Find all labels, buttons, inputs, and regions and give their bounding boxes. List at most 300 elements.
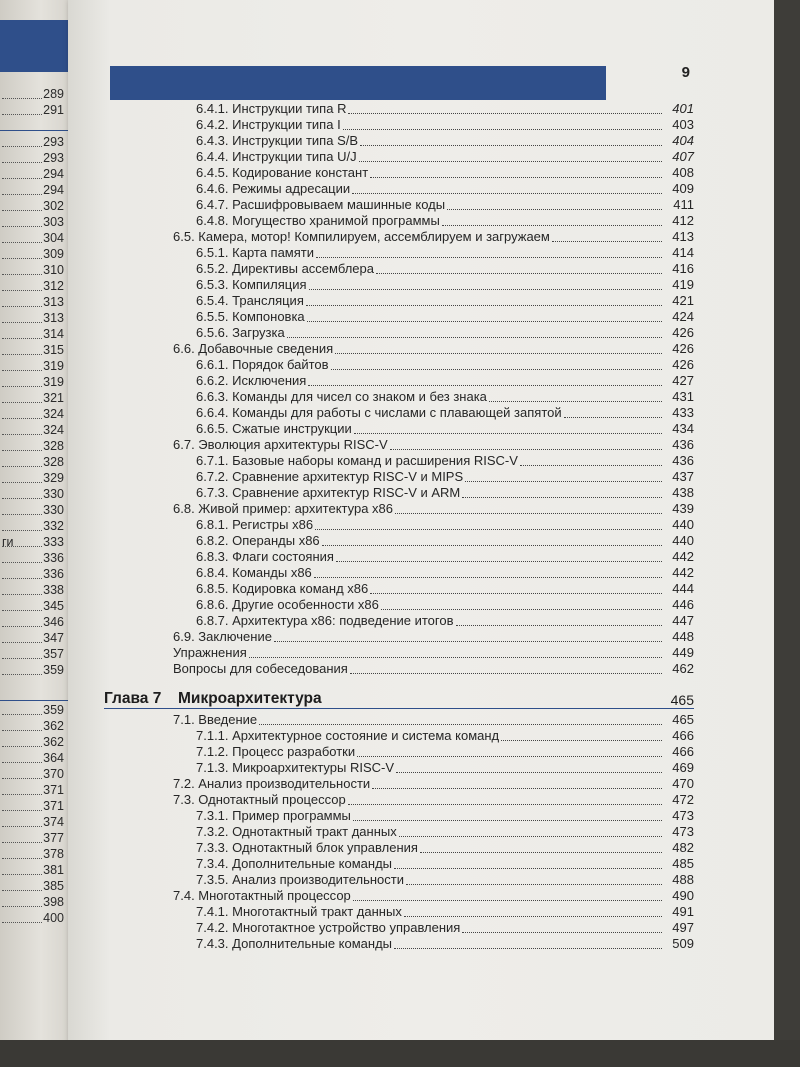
previous-page-number: 398: [43, 895, 64, 909]
toc-entry-page: 401: [672, 101, 694, 116]
dot-leader: [394, 948, 662, 949]
toc-entry-page: 404: [672, 133, 694, 148]
toc-entry-title: 7.1.1. Архитектурное состояние и система команд: [196, 728, 500, 743]
previous-page-number: 312: [43, 279, 64, 293]
previous-page-number: 362: [43, 735, 64, 749]
table-edge-right: [774, 0, 800, 1067]
toc-entry: [196, 309, 694, 325]
toc-entry: [196, 856, 694, 872]
dot-leader: [564, 417, 662, 418]
dot-leader: [2, 826, 42, 827]
dot-leader: [370, 177, 662, 178]
toc-entry: [196, 904, 694, 920]
toc-entry-title: 7.3.2. Однотактный тракт данных: [196, 824, 397, 839]
toc-entry-page: 412: [672, 213, 694, 228]
toc-entry-page: 470: [672, 776, 694, 791]
dot-leader: [2, 178, 42, 179]
dot-leader: [2, 226, 42, 227]
previous-page-number: 400: [43, 911, 64, 925]
previous-page-number: 333: [43, 535, 64, 549]
previous-page-number: 359: [43, 663, 64, 677]
previous-page-number: 336: [43, 551, 64, 565]
dot-leader: [249, 657, 662, 658]
dot-leader: [352, 193, 662, 194]
toc-entry-page: 416: [672, 261, 694, 276]
toc-entry-page: 485: [672, 856, 694, 871]
dot-leader: [315, 529, 662, 530]
chapter-page: 465: [670, 692, 694, 708]
toc-entry-title: Упражнения: [173, 645, 247, 660]
dot-leader: [2, 642, 42, 643]
toc-entry-page: 447: [672, 613, 694, 628]
toc-entry-page: 427: [672, 373, 694, 388]
toc-entry-page: 438: [672, 485, 694, 500]
toc-entry-title: 6.8.2. Операнды x86: [196, 533, 320, 548]
toc-entry-title: 6.7.3. Сравнение архитектур RISC-V и ARM: [196, 485, 461, 500]
dot-leader: [2, 578, 42, 579]
toc-entry-page: 414: [672, 245, 694, 260]
dot-leader: [420, 852, 662, 853]
dot-leader: [2, 874, 42, 875]
previous-page-number: 364: [43, 751, 64, 765]
dot-leader: [348, 804, 662, 805]
toc-entry: [196, 840, 694, 856]
dot-leader: [308, 385, 662, 386]
toc-entry-title: 6.8.6. Другие особенности x86: [196, 597, 379, 612]
toc-entry-title: 7.1. Введение: [173, 712, 258, 727]
dot-leader: [501, 740, 662, 741]
dot-leader: [2, 482, 42, 483]
toc-entry-title: 7.3.5. Анализ производительности: [196, 872, 404, 887]
toc-entry: [196, 213, 694, 229]
previous-page-rule: [0, 130, 68, 131]
previous-page-text-fragment: ги: [2, 535, 14, 549]
table-edge-bottom: [0, 1040, 800, 1067]
toc-entry-title: 7.4.3. Дополнительные команды: [196, 936, 392, 951]
toc-entry-title: 7.3.3. Однотактный блок управления: [196, 840, 418, 855]
dot-leader: [372, 788, 662, 789]
dot-leader: [2, 794, 42, 795]
toc-entry: [196, 293, 694, 309]
toc-entry: [173, 888, 694, 904]
toc-entry-title: 6.8.5. Кодировка команд x86: [196, 581, 369, 596]
dot-leader: [353, 820, 662, 821]
toc-entry-title: 7.4.1. Многотактный тракт данных: [196, 904, 402, 919]
toc-entry-page: 490: [672, 888, 694, 903]
toc-entry: [196, 133, 694, 149]
previous-page-number: 313: [43, 295, 64, 309]
toc-entry-page: 465: [672, 712, 694, 727]
toc-entry-page: 497: [672, 920, 694, 935]
toc-entry-page: 407: [672, 149, 694, 164]
dot-leader: [2, 498, 42, 499]
dot-leader: [2, 922, 42, 923]
chapter-heading: [104, 686, 694, 709]
dot-leader: [462, 497, 662, 498]
toc-entry-title: 6.5.1. Карта памяти: [196, 245, 314, 260]
previous-page-number: 328: [43, 455, 64, 469]
dot-leader: [2, 906, 42, 907]
toc-entry: [196, 325, 694, 341]
dot-leader: [316, 257, 662, 258]
dot-leader: [390, 449, 662, 450]
toc-entry: [196, 549, 694, 565]
dot-leader: [309, 289, 662, 290]
toc-entry: [196, 117, 694, 133]
toc-entry: [196, 936, 694, 952]
previous-page-number: 371: [43, 783, 64, 797]
dot-leader: [336, 561, 662, 562]
dot-leader: [2, 402, 42, 403]
toc-entry: [196, 421, 694, 437]
previous-page-number: 289: [43, 87, 64, 101]
previous-page-number: 374: [43, 815, 64, 829]
toc-entry: [196, 405, 694, 421]
dot-leader: [396, 772, 662, 773]
toc-entry-title: 6.4.5. Кодирование констант: [196, 165, 369, 180]
toc-entry-page: 426: [672, 341, 694, 356]
toc-entry-page: 434: [672, 421, 694, 436]
toc-entry: [196, 613, 694, 629]
previous-page-number: 330: [43, 487, 64, 501]
toc-entry-page: 421: [672, 293, 694, 308]
toc-entry-page: 469: [672, 760, 694, 775]
dot-leader: [2, 562, 42, 563]
toc-entry-page: 419: [672, 277, 694, 292]
toc-entry-page: 482: [672, 840, 694, 855]
previous-page-number: 338: [43, 583, 64, 597]
previous-page-number: 294: [43, 167, 64, 181]
previous-page-number: 332: [43, 519, 64, 533]
toc-entry-page: 466: [672, 728, 694, 743]
toc-entry-title: 6.6. Добавочные сведения: [173, 341, 334, 356]
previous-page-number: 370: [43, 767, 64, 781]
toc-entry: [196, 517, 694, 533]
dot-leader: [2, 746, 42, 747]
toc-entry-title: 6.5.5. Компоновка: [196, 309, 305, 324]
dot-leader: [322, 545, 662, 546]
dot-leader: [343, 129, 662, 130]
toc-entry-title: 7.3.1. Пример программы: [196, 808, 351, 823]
dot-leader: [2, 530, 42, 531]
dot-leader: [2, 386, 42, 387]
toc-entry-title: 6.8.3. Флаги состояния: [196, 549, 334, 564]
dot-leader: [2, 594, 42, 595]
previous-page-number: 347: [43, 631, 64, 645]
toc-entry-title: 6.5.6. Загрузка: [196, 325, 285, 340]
dot-leader: [2, 370, 42, 371]
previous-page-number: 303: [43, 215, 64, 229]
dot-leader: [2, 306, 42, 307]
toc-entry: [196, 101, 694, 117]
dot-leader: [357, 756, 662, 757]
previous-page-header-band: [0, 20, 68, 72]
dot-leader: [376, 273, 662, 274]
dot-leader: [335, 353, 662, 354]
toc-entry: [196, 872, 694, 888]
toc-entry-page: 448: [672, 629, 694, 644]
dot-leader: [2, 890, 42, 891]
dot-leader: [2, 290, 42, 291]
toc-entry: [196, 181, 694, 197]
toc-entry-title: 6.7. Эволюция архитектуры RISC-V: [173, 437, 388, 452]
dot-leader: [2, 610, 42, 611]
dot-leader: [259, 724, 662, 725]
toc-entry-page: 411: [673, 197, 694, 212]
toc-entry-page: 440: [672, 533, 694, 548]
toc-entry-page: 433: [672, 405, 694, 420]
dot-leader: [2, 730, 42, 731]
previous-page-number: 345: [43, 599, 64, 613]
dot-leader: [359, 161, 662, 162]
toc-entry-title: 7.2. Анализ производительности: [173, 776, 371, 791]
dot-leader: [370, 593, 662, 594]
toc-entry: [196, 533, 694, 549]
previous-page-number: 359: [43, 703, 64, 717]
dot-leader: [2, 322, 42, 323]
previous-page-number: 302: [43, 199, 64, 213]
toc-entry: [196, 565, 694, 581]
toc-entry-page: 409: [672, 181, 694, 196]
previous-page-number: 313: [43, 311, 64, 325]
previous-page-number: 329: [43, 471, 64, 485]
toc-entry: [196, 197, 694, 213]
dot-leader: [404, 916, 662, 917]
dot-leader: [2, 242, 42, 243]
toc-entry-page: 413: [672, 229, 694, 244]
previous-page-number: 293: [43, 135, 64, 149]
toc-entry-page: 488: [672, 872, 694, 887]
toc-entry-title: 6.8.1. Регистры x86: [196, 517, 314, 532]
dot-leader: [2, 434, 42, 435]
dot-leader: [520, 465, 662, 466]
previous-page-number: 346: [43, 615, 64, 629]
toc-entry-page: 436: [672, 437, 694, 452]
dot-leader: [462, 932, 662, 933]
toc-entry-title: 6.6.4. Команды для работы с числами с плавающей запятой: [196, 405, 562, 420]
toc-entry-page: 491: [672, 904, 694, 919]
toc-entry-page: 431: [672, 389, 694, 404]
toc-entry-title: 7.1.3. Микроархитектуры RISC-V: [196, 760, 395, 775]
toc-entry: [196, 728, 694, 744]
previous-page-number: 304: [43, 231, 64, 245]
dot-leader: [331, 369, 662, 370]
dot-leader: [2, 842, 42, 843]
dot-leader: [2, 354, 42, 355]
toc-entry: [196, 453, 694, 469]
dot-leader: [552, 241, 662, 242]
toc-entry-title: 6.4.8. Могущество хранимой программы: [196, 213, 440, 228]
dot-leader: [287, 337, 662, 338]
toc-entry: [196, 760, 694, 776]
toc-entry-title: 7.4.2. Многотактное устройство управления: [196, 920, 461, 935]
previous-page-number: 381: [43, 863, 64, 877]
previous-page-edge: [0, 0, 68, 1040]
dot-leader: [2, 114, 42, 115]
toc-entry-title: 6.4.7. Расшифровываем машинные коды: [196, 197, 446, 212]
dot-leader: [2, 514, 42, 515]
dot-leader: [394, 868, 662, 869]
previous-page-number: 324: [43, 423, 64, 437]
toc-entry-title: 7.3.4. Дополнительные команды: [196, 856, 392, 871]
toc-entry-title: 6.8.4. Команды x86: [196, 565, 312, 580]
previous-page-number: 330: [43, 503, 64, 517]
previous-page-number: 310: [43, 263, 64, 277]
toc-entry: [196, 824, 694, 840]
toc-entry-page: 444: [672, 581, 694, 596]
toc-entry: [196, 261, 694, 277]
dot-leader: [307, 321, 662, 322]
dot-leader: [489, 401, 662, 402]
toc-entry-page: 436: [672, 453, 694, 468]
toc-entry-title: 6.5.2. Директивы ассемблера: [196, 261, 374, 276]
toc-entry-title: 6.4.3. Инструкции типа S/B: [196, 133, 359, 148]
dot-leader: [2, 466, 42, 467]
previous-page-rule: [0, 700, 68, 701]
dot-leader: [399, 836, 662, 837]
dot-leader: [353, 900, 662, 901]
toc-entry: [196, 808, 694, 824]
toc-entry: [173, 712, 694, 728]
toc-entry-page: 466: [672, 744, 694, 759]
toc-entry-page: 473: [672, 824, 694, 839]
toc-entry: [196, 277, 694, 293]
dot-leader: [306, 305, 662, 306]
toc-entry: [196, 245, 694, 261]
dot-leader: [465, 481, 662, 482]
previous-page-number: 362: [43, 719, 64, 733]
toc-entry-title: 6.4.4. Инструкции типа U/J: [196, 149, 357, 164]
dot-leader: [456, 625, 663, 626]
toc-entry-title: 7.4. Многотактный процессор: [173, 888, 351, 903]
toc-entry-title: 6.4.6. Режимы адресации: [196, 181, 351, 196]
toc-entry-title: 6.6.5. Сжатые инструкции: [196, 421, 352, 436]
toc-entry-page: 442: [672, 565, 694, 580]
toc-entry: [173, 645, 694, 661]
toc-entry-page: 440: [672, 517, 694, 532]
toc-entry-title: 6.8.7. Архитектура x86: подведение итогов: [196, 613, 454, 628]
chapter-label: Глава 7: [104, 690, 162, 707]
toc-entry-page: 437: [672, 469, 694, 484]
toc-entry-title: 6.4.2. Инструкции типа I: [196, 117, 341, 132]
previous-page-number: 371: [43, 799, 64, 813]
toc-entry-page: 424: [672, 309, 694, 324]
toc-entry: [173, 229, 694, 245]
toc-entry-title: 6.7.1. Базовые наборы команд и расширения RISC-V: [196, 453, 518, 468]
dot-leader: [2, 714, 42, 715]
dot-leader: [2, 258, 42, 259]
toc-entry: [196, 149, 694, 165]
dot-leader: [2, 210, 42, 211]
toc-entry: [173, 661, 694, 677]
previous-page-number: 319: [43, 359, 64, 373]
previous-page-number: 377: [43, 831, 64, 845]
toc-entry: [196, 744, 694, 760]
dot-leader: [2, 858, 42, 859]
dot-leader: [314, 577, 662, 578]
header-band: [110, 66, 606, 100]
toc-entry-title: 6.4.1. Инструкции типа R: [196, 101, 347, 116]
dot-leader: [2, 450, 42, 451]
toc-entry-title: 6.5.4. Трансляция: [196, 293, 304, 308]
toc-entry-title: 6.7.2. Сравнение архитектур RISC-V и MIPS: [196, 469, 464, 484]
previous-page-number: 321: [43, 391, 64, 405]
chapter-title: Микроархитектура: [178, 690, 322, 707]
toc-entry: [196, 581, 694, 597]
previous-page-number: 378: [43, 847, 64, 861]
page-number: 9: [681, 64, 690, 81]
previous-page-number: 319: [43, 375, 64, 389]
dot-leader: [2, 418, 42, 419]
toc-entry-title: 6.6.1. Порядок байтов: [196, 357, 329, 372]
previous-page-number: 291: [43, 103, 64, 117]
toc-entry: [173, 776, 694, 792]
previous-page-number: 357: [43, 647, 64, 661]
dot-leader: [2, 778, 42, 779]
previous-page-number: 385: [43, 879, 64, 893]
previous-page-number: 328: [43, 439, 64, 453]
toc-entry-page: 442: [672, 549, 694, 564]
toc-entry-page: 472: [672, 792, 694, 807]
toc-entry-page: 426: [672, 357, 694, 372]
toc-entry: [173, 341, 694, 357]
toc-entry-page: 462: [672, 661, 694, 676]
toc-entry-title: 6.8. Живой пример: архитектура x86: [173, 501, 394, 516]
toc-entry-title: 6.6.3. Команды для чисел со знаком и без знака: [196, 389, 487, 404]
dot-leader: [2, 194, 42, 195]
previous-page-number: 293: [43, 151, 64, 165]
dot-leader: [2, 658, 42, 659]
previous-page-number: 309: [43, 247, 64, 261]
toc-entry: [173, 792, 694, 808]
toc-entry-page: 439: [672, 501, 694, 516]
toc-entry: [173, 501, 694, 517]
toc-entry: [196, 485, 694, 501]
toc-entry-title: Вопросы для собеседования: [173, 661, 348, 676]
toc-entry: [196, 373, 694, 389]
dot-leader: [2, 338, 42, 339]
toc-entry: [196, 920, 694, 936]
dot-leader: [2, 146, 42, 147]
dot-leader: [2, 762, 42, 763]
toc-entry-page: 509: [672, 936, 694, 951]
dot-leader: [360, 145, 662, 146]
toc-entry-page: 426: [672, 325, 694, 340]
previous-page-number: 294: [43, 183, 64, 197]
toc-entry: [173, 437, 694, 453]
toc-entry: [196, 469, 694, 485]
toc-entry-title: 6.6.2. Исключения: [196, 373, 307, 388]
previous-page-number: 315: [43, 343, 64, 357]
dot-leader: [447, 209, 662, 210]
toc-entry: [173, 629, 694, 645]
toc-entry-page: 403: [672, 117, 694, 132]
toc-entry: [196, 165, 694, 181]
toc-entry-title: 7.1.2. Процесс разработки: [196, 744, 356, 759]
dot-leader: [354, 433, 662, 434]
toc-entry-page: 408: [672, 165, 694, 180]
toc-entry: [196, 597, 694, 613]
dot-leader: [442, 225, 662, 226]
dot-leader: [2, 98, 42, 99]
toc-entry: [196, 357, 694, 373]
dot-leader: [348, 113, 662, 114]
toc-entry-title: 6.5. Камера, мотор! Компилируем, ассемблируем и загружаем: [173, 229, 550, 244]
dot-leader: [350, 673, 662, 674]
dot-leader: [2, 274, 42, 275]
toc-entry: [196, 389, 694, 405]
toc-entry-page: 446: [672, 597, 694, 612]
